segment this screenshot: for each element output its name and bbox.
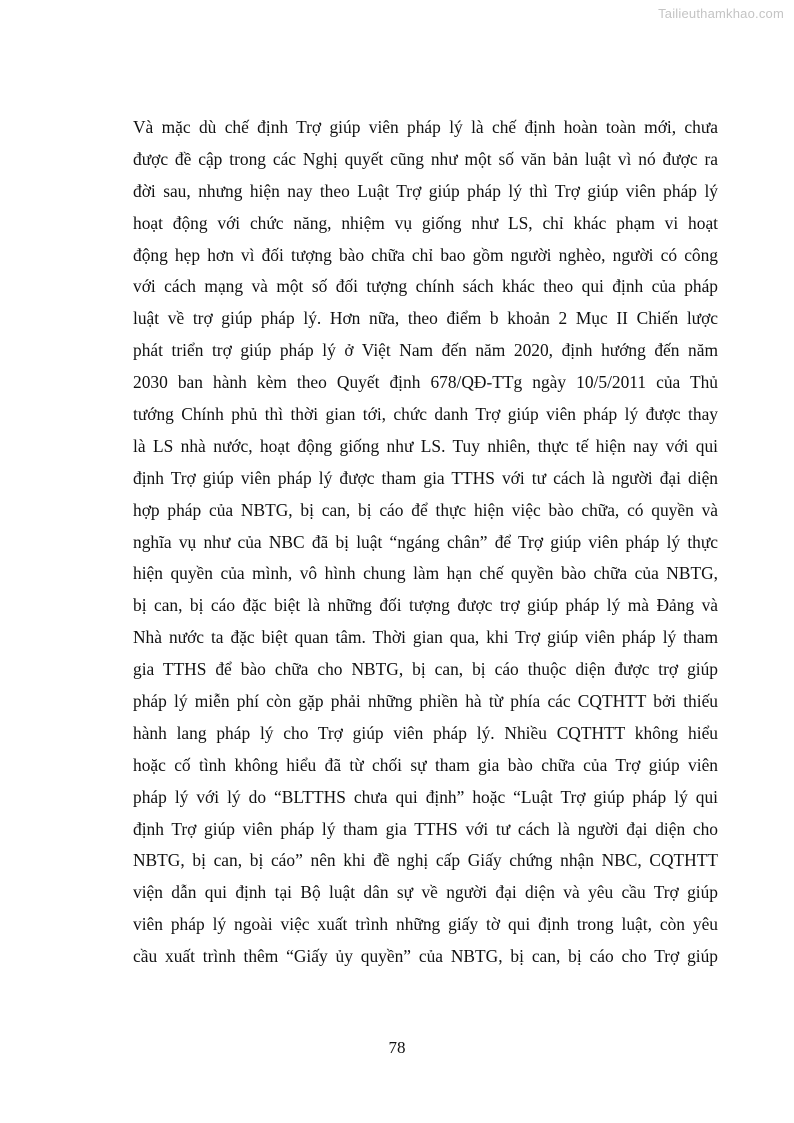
text-line: động hẹp hơn vì đối tượng bào chữa chỉ bao gồm người nghèo, người có công <box>133 244 718 265</box>
text-line: Và mặc dù chế định Trợ giúp viên pháp lý là chế định hoàn toàn mới, chưa <box>133 117 718 137</box>
text-line: bị can, bị cáo đặc biệt là những đối tượng được trợ giúp pháp lý mà Đảng và <box>133 595 718 616</box>
text-line: hợp pháp của NBTG, bị can, bị cáo để thực hiện việc bào chữa, có quyền và <box>133 499 718 520</box>
text-line: với cách mạng và một số đối tượng chính sách khác theo qui định của pháp <box>133 276 718 297</box>
text-line: được đề cập trong các Nghị quyết cũng như một số văn bản luật vì nó được ra <box>133 148 718 169</box>
text-line: Nhà nước ta đặc biệt quan tâm. Thời gian qua, khi Trợ giúp viên pháp lý tham <box>133 627 718 648</box>
text-line: đời sau, nhưng hiện nay theo Luật Trợ giúp pháp lý thì Trợ giúp viên pháp lý <box>133 180 718 201</box>
text-line: hoạt động với chức năng, nhiệm vụ giống như LS, chỉ khác phạm vi hoạt <box>133 212 718 233</box>
text-line: pháp lý miễn phí còn gặp phải những phiền hà từ phía các CQTHTT bởi thiếu <box>133 691 718 712</box>
page-number: 78 <box>388 1038 406 1057</box>
text-line: hành lang pháp lý cho Trợ giúp viên pháp lý. Nhiều CQTHTT không hiểu <box>133 722 718 743</box>
text-line: định Trợ giúp viên pháp lý tham gia TTHS với tư cách là người đại diện cho <box>133 818 718 839</box>
watermark: Tailieuthamkhao.com <box>658 6 784 21</box>
text-line: là LS nhà nước, hoạt động giống như LS. Tuy nhiên, thực tế hiện nay với qui <box>133 435 718 456</box>
text-line: định Trợ giúp viên pháp lý được tham gia TTHS với tư cách là người đại diện <box>133 467 718 488</box>
text-line: hiện quyền của mình, vô hình chung làm hạn chế quyền bào chữa của NBTG, <box>133 563 718 584</box>
text-line: NBTG, bị can, bị cáo” nên khi đề nghị cấp Giấy chứng nhận NBC, CQTHTT <box>133 850 718 871</box>
text-line: luật về trợ giúp pháp lý. Hơn nữa, theo điểm b khoản 2 Mục II Chiến lược <box>133 308 718 329</box>
text-line: nghĩa vụ như của NBC đã bị luật “ngáng chân” để Trợ giúp viên pháp lý thực <box>133 531 718 552</box>
text-line: gia TTHS để bào chữa cho NBTG, bị can, bị cáo thuộc diện được trợ giúp <box>133 659 718 680</box>
text-line: pháp lý với lý do “BLTTHS chưa qui định” hoặc “Luật Trợ giúp pháp lý qui <box>133 786 718 807</box>
text-line: tướng Chính phủ thì thời gian tới, chức danh Trợ giúp viên pháp lý được thay <box>133 404 718 425</box>
text-line: phát triển trợ giúp pháp lý ở Việt Nam đến năm 2020, định hướng đến năm <box>133 340 718 361</box>
body-paragraph <box>133 112 718 973</box>
text-line: viện dẫn qui định tại Bộ luật dân sự về người đại diện và yêu cầu Trợ giúp <box>133 882 718 903</box>
text-line: 2030 ban hành kèm theo Quyết định 678/QĐ-TTg ngày 10/5/2011 của Thủ <box>133 372 718 393</box>
text-line: viên pháp lý ngoài việc xuất trình những giấy tờ qui định trong luật, còn yêu <box>133 914 718 935</box>
text-line: hoặc cố tình không hiểu đã từ chối sự tham gia bào chữa của Trợ giúp viên <box>133 754 718 775</box>
text-line: cầu xuất trình thêm “Giấy ủy quyền” của NBTG, bị can, bị cáo cho Trợ giúp <box>133 946 718 967</box>
